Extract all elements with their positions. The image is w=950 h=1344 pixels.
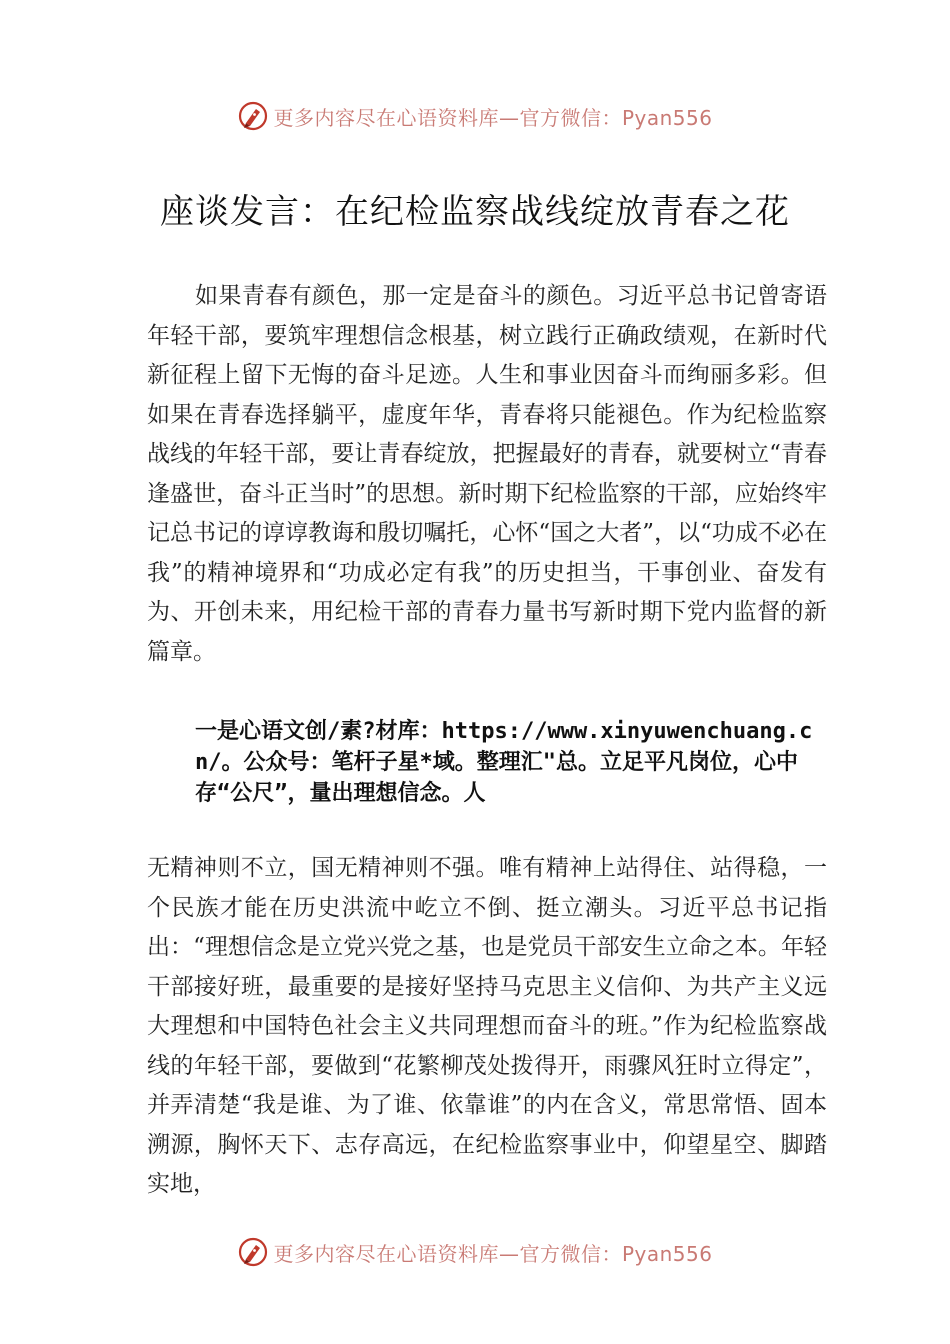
pen-nib-icon: [237, 100, 269, 132]
pen-nib-icon: [237, 1236, 269, 1268]
paragraph-intro: 如果青春有颜色，那一定是奋斗的颜色。习近平总书记曾寄语年轻干部，要筑牢理想信念根基，树立践行正确政绩观，在新时代新征程上留下无悔的奋斗足迹。人生和事业因奋斗而绚丽多彩。但如果在青春选择躺平，虚度年华，青春将只能褪色。作为纪检监察战线的年轻干部，要让青春绽放，把握最好的青春，就要树立“青春逢盛世，奋斗正当时”的思想。新时期下纪检监察的干部，应始终牢记总书记的谆谆教诲和殷切嘱托，心怀“国之大者”，以“功成不必在我”的精神境界和“功成必定有我”的历史担当，干事创业、奋发有为、开创未来，用纪检干部的青春力量书写新时期下党内监督的新篇章。: [147, 283, 827, 665]
header-watermark-banner: [0, 96, 950, 136]
document-title: 座谈发言：在纪检监察战线绽放青春之花: [160, 192, 790, 232]
section-heading: 一是心语文创/素?材库：https://www.xinyuwenchuang.cn/。公众号：笔杆子星*域。整理汇"总。立足平凡岗位，心中存“公尺”，量出理想信念。人: [195, 719, 813, 806]
footer-watermark-text: 更多内容尽在心语资料库—官方微信：Pyan556: [273, 1241, 713, 1266]
footer-watermark-banner: [0, 1232, 950, 1272]
header-watermark-text: 更多内容尽在心语资料库—官方微信：Pyan556: [273, 105, 713, 130]
paragraph-section-one: 无精神则不立，国无精神则不强。唯有精神上站得住、站得稳，一个民族才能在历史洪流中屹立不倒、挺立潮头。习近平总书记指出：“理想信念是立党兴党之基，也是党员干部安生立命之本。年轻干部接好班，最重要的是接好坚持马克思主义信仰、为共产主义远大理想和中国特色社会主义共同理想而奋斗的班。”作为纪检监察战线的年轻干部，要做到“花繁柳茂处拨得开，雨骤风狂时立得定”，并弄清楚“我是谁、为了谁、依靠谁”的内在含义，常思常悟、固本溯源，胸怀天下、志存高远，在纪检监察事业中，仰望星空、脚踏实地，: [147, 855, 827, 1197]
